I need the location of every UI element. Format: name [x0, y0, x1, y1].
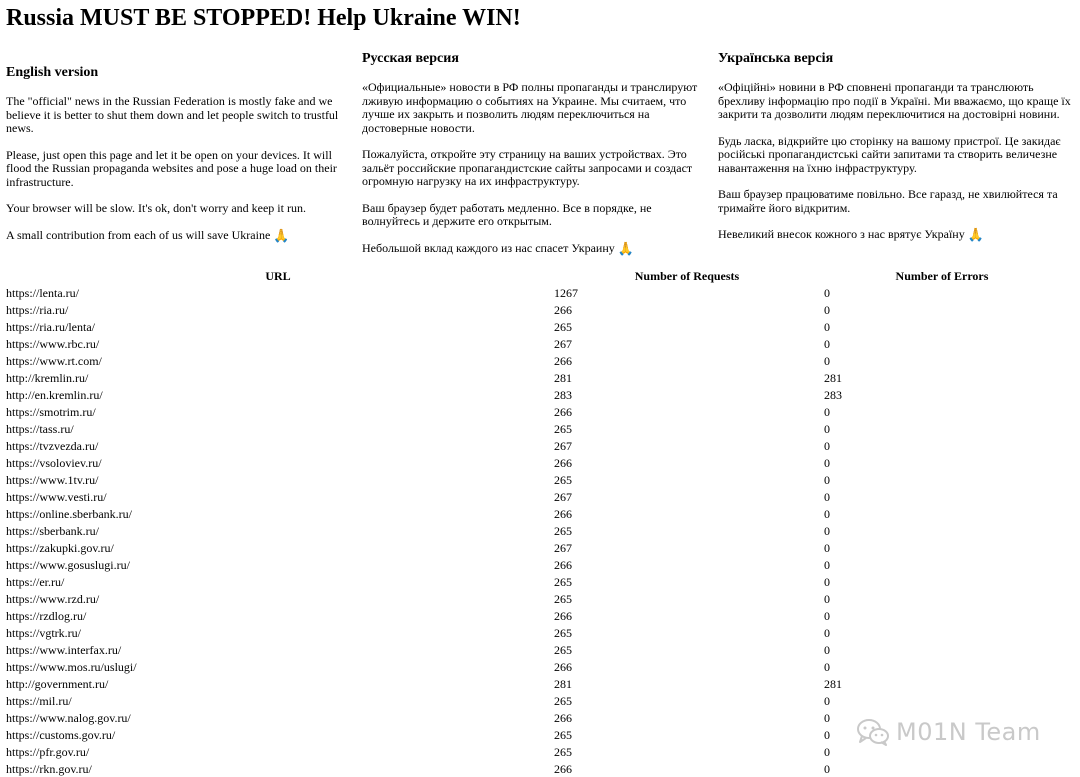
url-cell: https://rkn.gov.ru/ [6, 761, 92, 776]
requests-cell: 267 [554, 540, 572, 555]
url-cell: https://er.ru/ [6, 574, 65, 589]
url-cell: https://customs.gov.ru/ [6, 727, 116, 742]
requests-cell: 266 [554, 302, 572, 317]
english-version-heading: English version [6, 65, 99, 80]
url-cell: https://ria.ru/lenta/ [6, 319, 95, 334]
requests-cell: 265 [554, 693, 572, 708]
requests-cell: 267 [554, 438, 572, 453]
url-cell: https://lenta.ru/ [6, 285, 79, 300]
errors-cell: 0 [824, 710, 830, 725]
errors-cell: 0 [824, 404, 830, 419]
errors-cell: 0 [824, 336, 830, 351]
table-row [4, 420, 1062, 437]
errors-cell: 0 [824, 659, 830, 674]
ukrainian-paragraph-4-text: Невеликий внесок кожного з нас врятує Україну [718, 227, 965, 241]
table-row [4, 590, 1062, 607]
m01n-team-watermark [856, 718, 1041, 746]
table-row [4, 284, 1062, 301]
table-row [4, 539, 1062, 556]
url-cell: https://zakupki.gov.ru/ [6, 540, 114, 555]
table-row [4, 454, 1062, 471]
url-cell: https://ria.ru/ [6, 302, 69, 317]
requests-cell: 265 [554, 727, 572, 742]
requests-cell: 266 [554, 506, 572, 521]
russian-version-column [362, 51, 707, 269]
table-row [4, 607, 1062, 624]
ukrainian-paragraph-1: «Офіційні» новини в РФ сповнені пропаганди та транслюють брехливу інформацію про події в Україні. Ми вважаємо, що краще їх закрити та дозволити людям переключитися на достовірні новини. [718, 80, 1071, 121]
url-cell: https://www.nalog.gov.ru/ [6, 710, 131, 725]
english-paragraph-3: Your browser will be slow. It's ok, don't worry and keep it run. [6, 201, 306, 215]
table-row [4, 505, 1062, 522]
url-cell: https://www.rzd.ru/ [6, 591, 100, 606]
errors-cell: 0 [824, 540, 830, 555]
requests-cell: 265 [554, 523, 572, 538]
url-cell: https://online.sberbank.ru/ [6, 506, 132, 521]
errors-cell: 0 [824, 302, 830, 317]
url-cell: http://en.kremlin.ru/ [6, 387, 103, 402]
errors-cell: 0 [824, 693, 830, 708]
table-row [4, 437, 1062, 454]
table-row [4, 658, 1062, 675]
english-paragraph-4 [6, 229, 356, 243]
errors-column-header: Number of Errors [895, 268, 989, 283]
errors-cell: 281 [824, 370, 842, 385]
table-row [4, 369, 1062, 386]
table-row [4, 488, 1062, 505]
requests-cell: 265 [554, 472, 572, 487]
requests-cell: 281 [554, 676, 572, 691]
errors-cell: 0 [824, 727, 830, 742]
errors-cell: 0 [824, 523, 830, 538]
errors-cell: 0 [824, 506, 830, 521]
requests-cell: 265 [554, 319, 572, 334]
requests-cell: 266 [554, 659, 572, 674]
url-cell: http://kremlin.ru/ [6, 370, 89, 385]
requests-cell: 265 [554, 625, 572, 640]
watermark-text: M01N Team [896, 718, 1041, 746]
table-row [4, 318, 1062, 335]
requests-cell: 281 [554, 370, 572, 385]
requests-cell: 267 [554, 489, 572, 504]
url-cell: https://mil.ru/ [6, 693, 72, 708]
errors-cell: 0 [824, 472, 830, 487]
requests-cell: 266 [554, 761, 572, 776]
requests-cell: 265 [554, 591, 572, 606]
requests-cell: 265 [554, 574, 572, 589]
ukrainian-paragraph-4 [718, 228, 1074, 242]
errors-cell: 0 [824, 744, 830, 759]
ukrainian-version-column [718, 51, 1074, 255]
url-cell: http://government.ru/ [6, 676, 109, 691]
requests-cell: 266 [554, 455, 572, 470]
url-cell: https://www.gosuslugi.ru/ [6, 557, 130, 572]
errors-cell: 283 [824, 387, 842, 402]
table-row [4, 522, 1062, 539]
table-row [4, 675, 1062, 692]
errors-cell: 0 [824, 455, 830, 470]
url-column-header: URL [265, 268, 291, 283]
requests-cell: 265 [554, 421, 572, 436]
url-cell: https://www.vesti.ru/ [6, 489, 107, 504]
url-cell: https://rzdlog.ru/ [6, 608, 87, 623]
russian-paragraph-1: «Официальные» новости в РФ полны пропаганды и транслируют лживую информацию о событиях на Украине. Мы считаем, что лучше их закрыть и позволить людям переключиться на достоверные новости. [362, 80, 698, 135]
errors-cell: 0 [824, 625, 830, 640]
errors-cell: 0 [824, 489, 830, 504]
praying-hands-icon: 🙏 [273, 228, 290, 244]
url-cell: https://tvzvezda.ru/ [6, 438, 99, 453]
requests-cell: 1267 [554, 285, 578, 300]
requests-cell: 265 [554, 744, 572, 759]
ukrainian-version-heading: Українська версія [718, 51, 834, 66]
errors-cell: 0 [824, 421, 830, 436]
table-row [4, 692, 1062, 709]
url-cell: https://www.interfax.ru/ [6, 642, 122, 657]
requests-cell: 266 [554, 353, 572, 368]
requests-cell: 266 [554, 557, 572, 572]
english-paragraph-1: The "official" news in the Russian Federation is mostly fake and we believe it is better to shut them down and let people switch to trustful news. [6, 94, 339, 135]
table-row [4, 624, 1062, 641]
table-row [4, 471, 1062, 488]
errors-cell: 281 [824, 676, 842, 691]
url-cell: https://www.mos.ru/uslugi/ [6, 659, 137, 674]
requests-table-body [4, 284, 1062, 777]
praying-hands-icon: 🙏 [967, 228, 984, 243]
requests-table [4, 267, 1062, 777]
table-row [4, 573, 1062, 590]
requests-cell: 266 [554, 404, 572, 419]
wechat-icon [856, 718, 890, 746]
errors-cell: 0 [824, 591, 830, 606]
errors-cell: 0 [824, 285, 830, 300]
errors-cell: 0 [824, 353, 830, 368]
url-cell: https://www.rbc.ru/ [6, 336, 100, 351]
table-row [4, 352, 1062, 369]
table-row [4, 403, 1062, 420]
errors-cell: 0 [824, 438, 830, 453]
errors-cell: 0 [824, 608, 830, 623]
errors-cell: 0 [824, 574, 830, 589]
ukrainian-paragraph-3: Ваш браузер працюватиме повільно. Все гаразд, не хвилюйтеся та тримайте його відкритим. [718, 187, 1058, 215]
requests-cell: 266 [554, 710, 572, 725]
russian-paragraph-3: Ваш браузер будет работать медленно. Все в порядке, не волнуйтесь и держите его открытым. [362, 200, 652, 228]
table-row [4, 386, 1062, 403]
url-cell: https://pfr.gov.ru/ [6, 744, 90, 759]
english-paragraph-4-text: A small contribution from each of us will save Ukraine [6, 227, 271, 242]
errors-cell: 0 [824, 557, 830, 572]
russian-paragraph-2: Пожалуйста, откройте эту страницу на ваших устройствах. Это зальёт российские пропагандистские сайты запросами и создаст огромную нагрузку на их инфраструктуру. [362, 147, 693, 188]
url-cell: https://sberbank.ru/ [6, 523, 99, 538]
url-cell: https://vsoloviev.ru/ [6, 455, 102, 470]
requests-cell: 283 [554, 387, 572, 402]
errors-cell: 0 [824, 761, 830, 776]
english-version-column [6, 65, 356, 256]
errors-cell: 0 [824, 319, 830, 334]
url-cell: https://smotrim.ru/ [6, 404, 96, 419]
url-cell: https://www.rt.com/ [6, 353, 102, 368]
russian-paragraph-4-text: Небольшой вклад каждого из нас спасет Украину [362, 240, 615, 255]
table-row [4, 335, 1062, 352]
english-paragraph-2: Please, just open this page and let it be open on your devices. It will flood the Russian propaganda websites and pose a huge load on their infrastructure. [6, 147, 337, 189]
table-header-row [4, 267, 1062, 284]
table-row [4, 301, 1062, 318]
errors-cell: 0 [824, 642, 830, 657]
url-cell: https://www.1tv.ru/ [6, 472, 99, 487]
praying-hands-icon: 🙏 [617, 241, 634, 257]
russian-paragraph-4 [362, 242, 707, 256]
table-row [4, 556, 1062, 573]
ukrainian-paragraph-2: Будь ласка, відкрийте цю сторінку на вашому пристрої. Це закидає російські пропагандистські сайти запитами та створить величезне навантаження на їхню інфраструктуру. [718, 133, 1061, 175]
page-title: Russia MUST BE STOPPED! Help Ukraine WIN! [6, 5, 521, 31]
table-row [4, 760, 1062, 777]
url-cell: https://vgtrk.ru/ [6, 625, 81, 640]
russian-version-heading: Русская версия [362, 51, 459, 66]
table-row [4, 641, 1062, 658]
requests-column-header: Number of Requests [634, 268, 740, 283]
url-cell: https://tass.ru/ [6, 421, 74, 436]
requests-cell: 267 [554, 336, 572, 351]
requests-cell: 266 [554, 608, 572, 623]
requests-cell: 265 [554, 642, 572, 657]
